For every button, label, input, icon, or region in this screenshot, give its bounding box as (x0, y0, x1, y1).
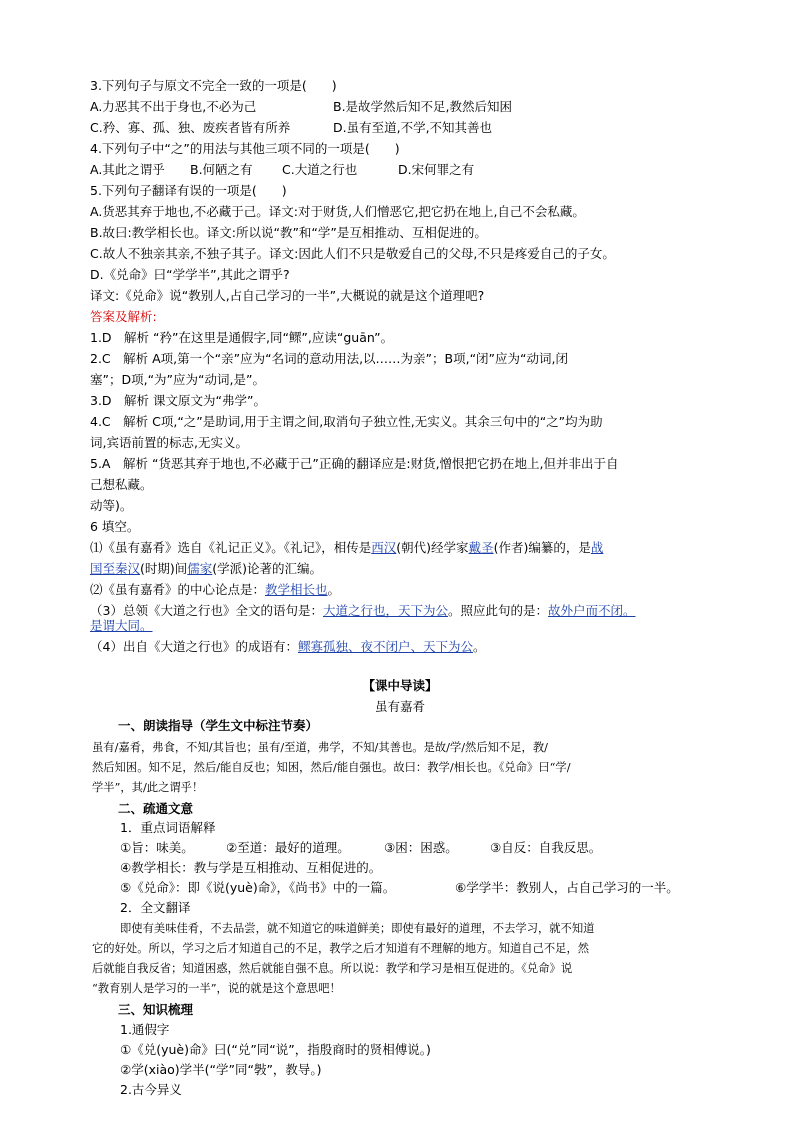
fill-answer: 国至秦汉 (90, 561, 141, 576)
fill-answer: 是谓大同。 (90, 618, 153, 633)
fill-text: ⑴《虽有嘉肴》选自《礼记正义》。《礼记》，相传是 (90, 540, 372, 555)
fill-line-5 (90, 616, 153, 635)
question-3-options-row1 (90, 97, 513, 116)
question-4-stem: 4.下列句子中“之”的用法与其他三项不同的一项是( ) (90, 141, 400, 156)
translation-line-2: 它的好处。所以，学习之后才知道自己的不足，教学之后才知道有不理解的地方。知道自己不足，然 (92, 942, 590, 955)
vocab-item: ③自反：自我反思。 (490, 840, 602, 855)
question-3-options-row2 (90, 118, 493, 137)
option-a: A.力恶其不出于身也,不必为己 (90, 99, 257, 114)
fill-text: (朝代)经学家 (396, 540, 469, 555)
fill-answer: 西汉 (371, 540, 397, 555)
reading-line-1: 虽有/嘉肴，弗食，不知/其旨也；虽有/至道，弗学，不知/其善也。是故/学/然后知不足，教/ (92, 741, 548, 754)
answer-4-line1: 4.C 解析 C项,“之”是助词,用于主谓之间,取消句子独立性,无实义。其余三句中的“之”均为助 (90, 414, 603, 429)
question-5-stem: 5.下列句子翻译有误的一项是( ) (90, 183, 287, 198)
fill-line-6 (90, 637, 486, 656)
section-title: 【课中导读】 (362, 678, 438, 693)
fill-answer: 战 (590, 540, 604, 555)
option-d: D.虽有至道,不学,不知其善也 (333, 120, 493, 135)
subheading-translation: 2．全文翻译 (120, 900, 191, 915)
question-5-option-d-translation: 译文:《兑命》说“教别人,占自己学习的一半”,大概说的就是这个道理吧? (90, 288, 485, 303)
translation-line-4: “教育别人是学习的一半”，说的就是这个意思吧！ (92, 982, 341, 995)
fill-answer: 教学相长也 (265, 582, 328, 597)
question-3-stem: 3.下列句子与原文不完全一致的一项是( ) (90, 78, 337, 93)
fill-answer: 故外户而不闭。 (548, 603, 636, 618)
heading-reading-guide: 一、朗读指导（学生文中标注节奏） (118, 718, 319, 733)
fill-text: 。照应此句的是： (447, 603, 548, 618)
fill-text: 。 (327, 582, 341, 597)
fill-text: (作者)编纂的，是 (493, 540, 591, 555)
fill-line-3 (90, 580, 340, 599)
option-c: C.矜、寡、孤、独、废疾者皆有所养 (90, 120, 291, 135)
question-4-options (90, 160, 475, 179)
answer-5-line1: 5.A 解析 “货恶其弃于地也,不必藏于己”正确的翻译应是:财货,憎恨把它扔在地上,但并非出于自 (90, 456, 619, 471)
heading-understanding: 二、疏通文意 (118, 801, 194, 816)
vocab-item: ⑥学学半：教别人，占自己学习的一半。 (455, 880, 679, 895)
vocab-row-3 (120, 878, 679, 897)
question-5-option-a: A.货恶其弃于地也,不必藏于己。译文:对于财货,人们憎恶它,把它扔在地上,自己不会私藏。 (90, 204, 585, 219)
tongjiazi-item-1: ①《兑(yuè)命》曰(“兑”同“说”，指殷商时的贤相傅说。) (120, 1042, 431, 1057)
answer-2-line2: 塞”；D项,“为”应为“动词,是”。 (90, 372, 265, 387)
fill-heading: 6 填空。 (90, 519, 140, 534)
fill-answer: 大道之行也，天下为公 (322, 603, 448, 618)
answers-heading: 答案及解析: (90, 309, 157, 324)
question-5-option-c: C.故人不独亲其亲,不独子其子。译文:因此人们不只是敬爱自己的父母,不只是疼爱自己的子女。 (90, 246, 615, 261)
answer-1: 1.D 解析 “矜”在这里是通假字,同“鳏”,应读“guān”。 (90, 330, 394, 345)
reading-line-3: 学半”，其/此之谓乎！ (92, 781, 204, 794)
option-c: C.大道之行也 (282, 162, 358, 177)
lesson-subtitle: 虽有嘉肴 (374, 699, 425, 714)
fill-line-4 (90, 601, 636, 620)
translation-line-1: 即使有美味佳肴，不去品尝，就不知道它的味道鲜美；即使有最好的道理，不去学习，就不知道 (120, 922, 595, 935)
vocab-item: ⑤《兑命》：即《说(yuè)命》，《尚书》中的一篇。 (120, 880, 396, 895)
fill-answer: 戴圣 (468, 540, 494, 555)
answer-3: 3.D 解析 课文原文为“弗学”。 (90, 393, 266, 408)
fill-text: （3）总领《大道之行也》全文的语句是： (90, 603, 323, 618)
tongjiazi-item-2: ②学(xiào)学半(“学”同“斅”，教导。) (120, 1062, 322, 1077)
fill-answer: 儒家 (187, 561, 213, 576)
vocab-row-1 (120, 838, 602, 857)
option-d: D.宋何罪之有 (398, 162, 475, 177)
vocab-item: ④教学相长：教与学是互相推动、互相促进的。 (120, 860, 382, 875)
reading-line-2: 然后知困。知不足，然后/能自反也；知困，然后/能自强也。故曰：教学/相长也。《兑命》曰“学/ (92, 761, 571, 774)
translation-line-3: 后就能自我反省；知道困惑，然后就能自强不息。所以说：教学和学习是相互促进的。《兑命》说 (92, 962, 573, 975)
option-b: B.是故学然后知不足,教然后知困 (333, 99, 513, 114)
fill-text: 。 (472, 639, 486, 654)
option-b: B.何陋之有 (190, 162, 253, 177)
fill-line-1 (90, 538, 603, 557)
fill-text: (时期)间 (140, 561, 188, 576)
subheading-tongjiazi: 1.通假字 (120, 1022, 170, 1037)
fill-line-2 (90, 559, 322, 578)
vocab-item: ③困：困惑。 (384, 840, 458, 855)
question-5-option-b: B.故曰:教学相长也。译文:所以说“教”和“学”是互相推动、互相促进的。 (90, 225, 487, 240)
fill-text: （4）出自《大道之行也》的成语有： (90, 639, 298, 654)
answer-2-line1: 2.C 解析 A项,第一个“亲”应为“名词的意动用法,以……为亲”；B项,“闭”应为“动词,闭 (90, 351, 568, 366)
vocab-item: ①旨：味美。 (120, 840, 194, 855)
vocab-item: ②至道：最好的道理。 (226, 840, 350, 855)
question-5-option-d: D.《兑命》曰“学学半”,其此之谓乎? (90, 267, 290, 282)
answer-5-line2: 己想私藏。 (90, 477, 153, 492)
subheading-vocabulary: 1．重点词语解释 (120, 820, 216, 835)
fill-text: (学派)论著的汇编。 (212, 561, 323, 576)
fill-text: ⑵《虽有嘉肴》的中心论点是： (90, 582, 266, 597)
option-a: A.其此之谓乎 (90, 162, 165, 177)
heading-knowledge: 三、知识梳理 (118, 1002, 194, 1017)
subheading-gujin-yiyi: 2.古今异义 (120, 1082, 182, 1097)
answer-5-line3: 动等)。 (90, 498, 133, 513)
answer-4-line2: 词,宾语前置的标志,无实义。 (90, 435, 248, 450)
fill-answer: 鳏寡孤独、夜不闭户、天下为公 (297, 639, 473, 654)
